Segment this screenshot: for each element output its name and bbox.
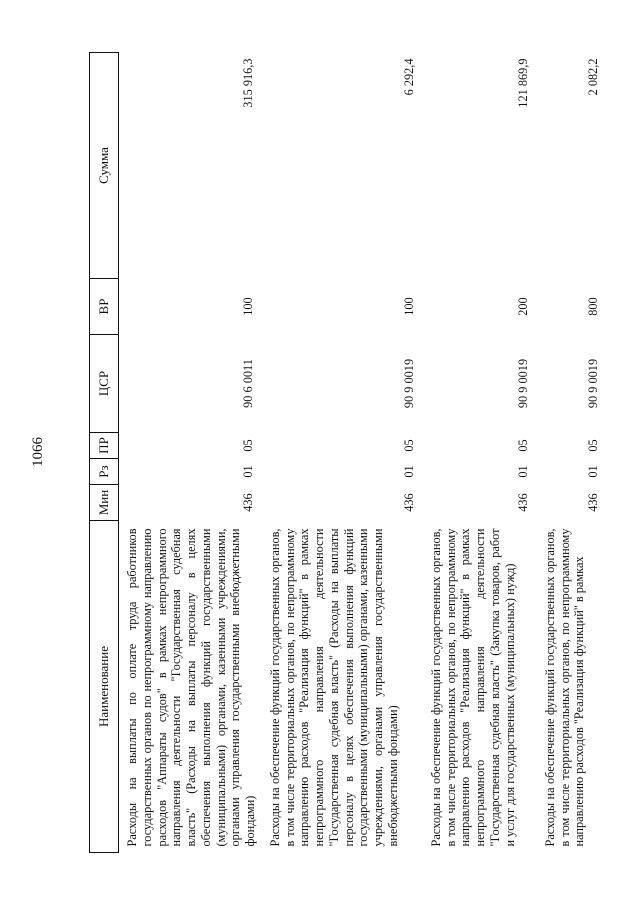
table-row [423,53,537,853]
row-sum: 121 869,9 [516,58,530,108]
header-vr: ВР [90,279,119,335]
row-min: 436 [516,493,530,512]
header-min: Мин [90,485,119,521]
row-pr: 05 [241,439,255,452]
header-csr: ЦСР [90,335,119,433]
budget-table [89,52,607,853]
row-sum: 315 916,3 [241,58,255,108]
table-row [119,53,262,853]
budget-table-sheet [89,53,600,853]
table-header-row [90,53,119,853]
header-rz: Рз [90,459,119,485]
row-pr: 05 [516,439,530,452]
table-row [262,53,423,853]
row-name: Расходы на выплаты по оплате труда работников государственных органов по непрограммному направлению расходов "Аппараты судов" в рамках непрограммного направления деятельности "Государственная судебная власть" (Расходы на выплаты персоналу в целях обеспечения выполнения функций государственными (муниципальными) органами, казенными учреждениями, органами управления государственными внебюджетными фондами) [125,528,257,847]
table-row [537,53,607,853]
row-pr: 05 [586,439,600,452]
row-vr: 100 [241,297,255,316]
row-rz: 01 [402,465,416,478]
row-min: 436 [241,493,255,512]
row-pr: 05 [402,439,416,452]
page-number: 1066 [30,437,46,467]
row-sum: 2 082,2 [586,58,600,96]
row-rz: 01 [241,465,255,478]
row-name: Расходы на обеспечение функций государственных органов, в том числе территориальных органов, по непрограммному направлению расходов "Реализация функций" в рамках непрограммного направления деятельности "Государственная судебная власть" (Закупка товаров, работ и услуг для государственных (муниципальных) нужд) [428,528,517,847]
row-name: Расходы на обеспечение функций государственных органов, в том числе территориальных органов, по непрограммному направлению расходов "Реализация функций" в рамках непрограммного направления деятельности "Государственная судебная власть" (Расходы на выплаты персоналу в целях обеспечения выполнения функций государственными (муниципальными) органами, казенными учреждениями, органами управления государственными внебюджетными фондами) [267,528,400,847]
row-rz: 01 [516,465,530,478]
row-csr: 90 9 0019 [586,358,600,409]
row-vr: 200 [516,297,530,316]
header-name: Наименование [90,521,119,853]
header-pr: ПР [90,433,119,459]
row-vr: 100 [402,297,416,316]
row-csr: 90 9 0019 [402,358,416,409]
row-name: Расходы на обеспечение функций государственных органов, в том числе территориальных органов, по непрограммному направлению расходов "Реализация функций" в рамках [542,528,587,847]
row-sum: 6 292,4 [402,58,416,96]
row-csr: 90 9 0019 [516,358,530,409]
row-vr: 800 [586,297,600,316]
header-sum: Сумма [90,53,119,279]
row-csr: 90 6 0011 [241,359,255,408]
row-min: 436 [586,493,600,512]
row-rz: 01 [586,465,600,478]
row-min: 436 [402,493,416,512]
